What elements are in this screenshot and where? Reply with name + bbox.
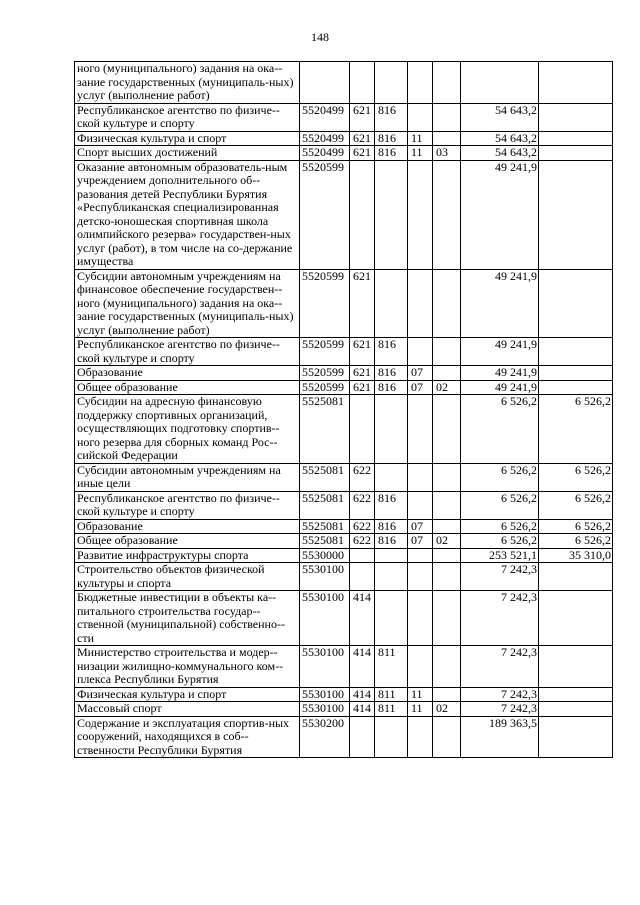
total-amount-cell: 189 363,5 <box>461 716 539 758</box>
item-name-cell: ного (муниципального) задания на ока-зание государственных (муниципаль-ных) услуг (выполнение работ) <box>75 62 300 104</box>
expense-type-code-cell: 622 <box>350 519 375 534</box>
item-name-cell: Строительство объектов физической культуры и спорта <box>75 563 300 591</box>
federal-amount-cell <box>539 716 613 758</box>
federal-amount-cell <box>539 687 613 702</box>
table-row <box>75 534 613 549</box>
expense-type-code-cell: 621 <box>350 103 375 131</box>
subsection-code-cell <box>433 269 461 338</box>
administrator-code-cell: 816 <box>375 146 408 161</box>
subsection-code-cell <box>433 716 461 758</box>
target-article-code-cell: 5520599 <box>300 380 350 395</box>
item-name-cell: Физическая культура и спорт <box>75 131 300 146</box>
target-article-code-cell: 5520499 <box>300 103 350 131</box>
table-row <box>75 519 613 534</box>
expense-type-code-cell: 414 <box>350 646 375 688</box>
federal-amount-cell <box>539 338 613 366</box>
federal-amount-cell <box>539 702 613 717</box>
expense-type-code-cell: 621 <box>350 146 375 161</box>
expense-type-code-cell <box>350 62 375 104</box>
table-row <box>75 563 613 591</box>
federal-amount-cell <box>539 591 613 646</box>
administrator-code-cell: 816 <box>375 131 408 146</box>
administrator-code-cell: 816 <box>375 491 408 519</box>
federal-amount-cell <box>539 269 613 338</box>
item-name-cell: Общее образование <box>75 534 300 549</box>
expense-type-code-cell: 621 <box>350 338 375 366</box>
federal-amount-cell <box>539 563 613 591</box>
table-row <box>75 160 613 269</box>
target-article-code-cell: 5530100 <box>300 687 350 702</box>
federal-amount-cell: 6 526,2 <box>539 463 613 491</box>
item-name-cell: Образование <box>75 366 300 381</box>
expense-type-code-cell: 622 <box>350 534 375 549</box>
table-row <box>75 103 613 131</box>
federal-amount-cell: 35 310,0 <box>539 548 613 563</box>
total-amount-cell: 7 242,3 <box>461 646 539 688</box>
total-amount-cell: 49 241,9 <box>461 160 539 269</box>
item-name-cell: Развитие инфраструктуры спорта <box>75 548 300 563</box>
administrator-code-cell: 816 <box>375 534 408 549</box>
item-name-cell: Республиканское агентство по физиче-ской культуре и спорту <box>75 338 300 366</box>
total-amount-cell: 49 241,9 <box>461 269 539 338</box>
total-amount-cell: 253 521,1 <box>461 548 539 563</box>
subsection-code-cell <box>433 338 461 366</box>
target-article-code-cell: 5520599 <box>300 366 350 381</box>
total-amount-cell: 6 526,2 <box>461 491 539 519</box>
section-code-cell <box>408 62 433 104</box>
section-code-cell: 07 <box>408 519 433 534</box>
administrator-code-cell: 811 <box>375 702 408 717</box>
total-amount-cell: 6 526,2 <box>461 519 539 534</box>
subsection-code-cell <box>433 491 461 519</box>
administrator-code-cell: 816 <box>375 103 408 131</box>
expense-type-code-cell: 414 <box>350 591 375 646</box>
expense-type-code-cell <box>350 395 375 464</box>
total-amount-cell: 7 242,3 <box>461 702 539 717</box>
item-name-cell: Бюджетные инвестиции в объекты ка-питального строительства государ-ственной (муниципальной) собственно-сти <box>75 591 300 646</box>
section-code-cell: 11 <box>408 702 433 717</box>
subsection-code-cell <box>433 103 461 131</box>
expense-type-code-cell: 414 <box>350 687 375 702</box>
administrator-code-cell <box>375 716 408 758</box>
administrator-code-cell: 811 <box>375 646 408 688</box>
total-amount-cell: 6 526,2 <box>461 534 539 549</box>
administrator-code-cell: 811 <box>375 687 408 702</box>
subsection-code-cell <box>433 160 461 269</box>
table-row <box>75 62 613 104</box>
table-row <box>75 269 613 338</box>
target-article-code-cell: 5525081 <box>300 519 350 534</box>
subsection-code-cell <box>433 131 461 146</box>
table-row <box>75 491 613 519</box>
target-article-code-cell: 5530100 <box>300 563 350 591</box>
federal-amount-cell <box>539 62 613 104</box>
federal-amount-cell <box>539 146 613 161</box>
subsection-code-cell <box>433 548 461 563</box>
total-amount-cell: 49 241,9 <box>461 338 539 366</box>
federal-amount-cell <box>539 380 613 395</box>
item-name-cell: Физическая культура и спорт <box>75 687 300 702</box>
federal-amount-cell: 6 526,2 <box>539 519 613 534</box>
total-amount-cell: 7 242,3 <box>461 687 539 702</box>
target-article-code-cell: 5525081 <box>300 491 350 519</box>
administrator-code-cell <box>375 269 408 338</box>
item-name-cell: Министерство строительства и модер-низации жилищно-коммунального ком-плекса Республики Бурятия <box>75 646 300 688</box>
subsection-code-cell <box>433 591 461 646</box>
section-code-cell: 11 <box>408 131 433 146</box>
item-name-cell: Содержание и эксплуатация спортив-ных сооружений, находящихся в соб-ственности Республики Бурятия <box>75 716 300 758</box>
target-article-code-cell: 5525081 <box>300 395 350 464</box>
expense-type-code-cell <box>350 716 375 758</box>
expense-type-code-cell: 621 <box>350 269 375 338</box>
total-amount-cell: 54 643,2 <box>461 131 539 146</box>
section-code-cell <box>408 716 433 758</box>
federal-amount-cell: 6 526,2 <box>539 534 613 549</box>
page-number: 148 <box>311 30 329 44</box>
total-amount-cell: 7 242,3 <box>461 591 539 646</box>
subsection-code-cell <box>433 519 461 534</box>
federal-amount-cell <box>539 366 613 381</box>
subsection-code-cell <box>433 62 461 104</box>
table-row <box>75 591 613 646</box>
total-amount-cell: 54 643,2 <box>461 103 539 131</box>
expense-type-code-cell: 622 <box>350 463 375 491</box>
administrator-code-cell <box>375 62 408 104</box>
table-row <box>75 702 613 717</box>
table-row <box>75 338 613 366</box>
subsection-code-cell: 02 <box>433 702 461 717</box>
section-code-cell: 07 <box>408 380 433 395</box>
total-amount-cell: 49 241,9 <box>461 380 539 395</box>
target-article-code-cell: 5530100 <box>300 591 350 646</box>
item-name-cell: Субсидии автономным учреждениям на иные цели <box>75 463 300 491</box>
administrator-code-cell <box>375 395 408 464</box>
section-code-cell <box>408 548 433 563</box>
section-code-cell: 07 <box>408 534 433 549</box>
item-name-cell: Республиканское агентство по физиче-ской культуре и спорту <box>75 491 300 519</box>
expense-type-code-cell: 621 <box>350 380 375 395</box>
table-row <box>75 395 613 464</box>
budget-table <box>74 61 613 758</box>
item-name-cell: Оказание автономным образователь-ным учреждением дополнительного об-разования детей Республики Бурятия «Республиканская специализированная детско-юношеская спортивная школа олимпийского резерва» государствен-ных услуг (работ), в том числе на со-держание имущества <box>75 160 300 269</box>
administrator-code-cell <box>375 160 408 269</box>
table-body <box>75 62 613 758</box>
total-amount-cell <box>461 62 539 104</box>
expense-type-code-cell <box>350 548 375 563</box>
target-article-code-cell: 5530100 <box>300 702 350 717</box>
target-article-code-cell: 5520499 <box>300 131 350 146</box>
federal-amount-cell: 6 526,2 <box>539 491 613 519</box>
administrator-code-cell <box>375 463 408 491</box>
target-article-code-cell <box>300 62 350 104</box>
target-article-code-cell: 5520599 <box>300 160 350 269</box>
administrator-code-cell <box>375 563 408 591</box>
subsection-code-cell <box>433 687 461 702</box>
section-code-cell <box>408 646 433 688</box>
administrator-code-cell: 816 <box>375 380 408 395</box>
expense-type-code-cell: 622 <box>350 491 375 519</box>
subsection-code-cell <box>433 646 461 688</box>
target-article-code-cell: 5525081 <box>300 534 350 549</box>
expense-type-code-cell: 621 <box>350 366 375 381</box>
total-amount-cell: 54 643,2 <box>461 146 539 161</box>
target-article-code-cell: 5530100 <box>300 646 350 688</box>
section-code-cell <box>408 103 433 131</box>
administrator-code-cell <box>375 591 408 646</box>
section-code-cell: 11 <box>408 146 433 161</box>
table-row <box>75 380 613 395</box>
item-name-cell: Субсидии на адресную финансовую поддержку спортивных организаций, осуществляющих подготовку спортив-ного резерва для сборных команд Рос-сийской Федерации <box>75 395 300 464</box>
section-code-cell <box>408 463 433 491</box>
section-code-cell <box>408 395 433 464</box>
table-row <box>75 548 613 563</box>
target-article-code-cell: 5530000 <box>300 548 350 563</box>
subsection-code-cell: 02 <box>433 380 461 395</box>
total-amount-cell: 6 526,2 <box>461 395 539 464</box>
section-code-cell: 07 <box>408 366 433 381</box>
subsection-code-cell <box>433 563 461 591</box>
total-amount-cell: 6 526,2 <box>461 463 539 491</box>
section-code-cell <box>408 269 433 338</box>
federal-amount-cell <box>539 131 613 146</box>
subsection-code-cell <box>433 395 461 464</box>
subsection-code-cell <box>433 366 461 381</box>
total-amount-cell: 7 242,3 <box>461 563 539 591</box>
item-name-cell: Образование <box>75 519 300 534</box>
section-code-cell <box>408 591 433 646</box>
table-row <box>75 687 613 702</box>
administrator-code-cell <box>375 548 408 563</box>
expense-type-code-cell: 621 <box>350 131 375 146</box>
administrator-code-cell: 816 <box>375 366 408 381</box>
table-row <box>75 646 613 688</box>
section-code-cell: 11 <box>408 687 433 702</box>
target-article-code-cell: 5520599 <box>300 338 350 366</box>
subsection-code-cell <box>433 463 461 491</box>
table-row <box>75 131 613 146</box>
section-code-cell <box>408 563 433 591</box>
item-name-cell: Субсидии автономным учреждениям на финансовое обеспечение государствен-ного (муниципального) задания на ока-зание государственных (муниципаль-ных) услуг (выполнение работ) <box>75 269 300 338</box>
target-article-code-cell: 5530200 <box>300 716 350 758</box>
federal-amount-cell <box>539 160 613 269</box>
target-article-code-cell: 5520499 <box>300 146 350 161</box>
table-row <box>75 716 613 758</box>
federal-amount-cell: 6 526,2 <box>539 395 613 464</box>
federal-amount-cell <box>539 646 613 688</box>
section-code-cell <box>408 160 433 269</box>
administrator-code-cell: 816 <box>375 519 408 534</box>
table-row <box>75 366 613 381</box>
total-amount-cell: 49 241,9 <box>461 366 539 381</box>
section-code-cell <box>408 338 433 366</box>
expense-type-code-cell <box>350 563 375 591</box>
subsection-code-cell: 03 <box>433 146 461 161</box>
table-row <box>75 463 613 491</box>
target-article-code-cell: 5525081 <box>300 463 350 491</box>
administrator-code-cell: 816 <box>375 338 408 366</box>
item-name-cell: Республиканское агентство по физиче-ской культуре и спорту <box>75 103 300 131</box>
subsection-code-cell: 02 <box>433 534 461 549</box>
federal-amount-cell <box>539 103 613 131</box>
expense-type-code-cell <box>350 160 375 269</box>
target-article-code-cell: 5520599 <box>300 269 350 338</box>
item-name-cell: Массовый спорт <box>75 702 300 717</box>
item-name-cell: Спорт высших достижений <box>75 146 300 161</box>
table-row <box>75 146 613 161</box>
expense-type-code-cell: 414 <box>350 702 375 717</box>
section-code-cell <box>408 491 433 519</box>
item-name-cell: Общее образование <box>75 380 300 395</box>
